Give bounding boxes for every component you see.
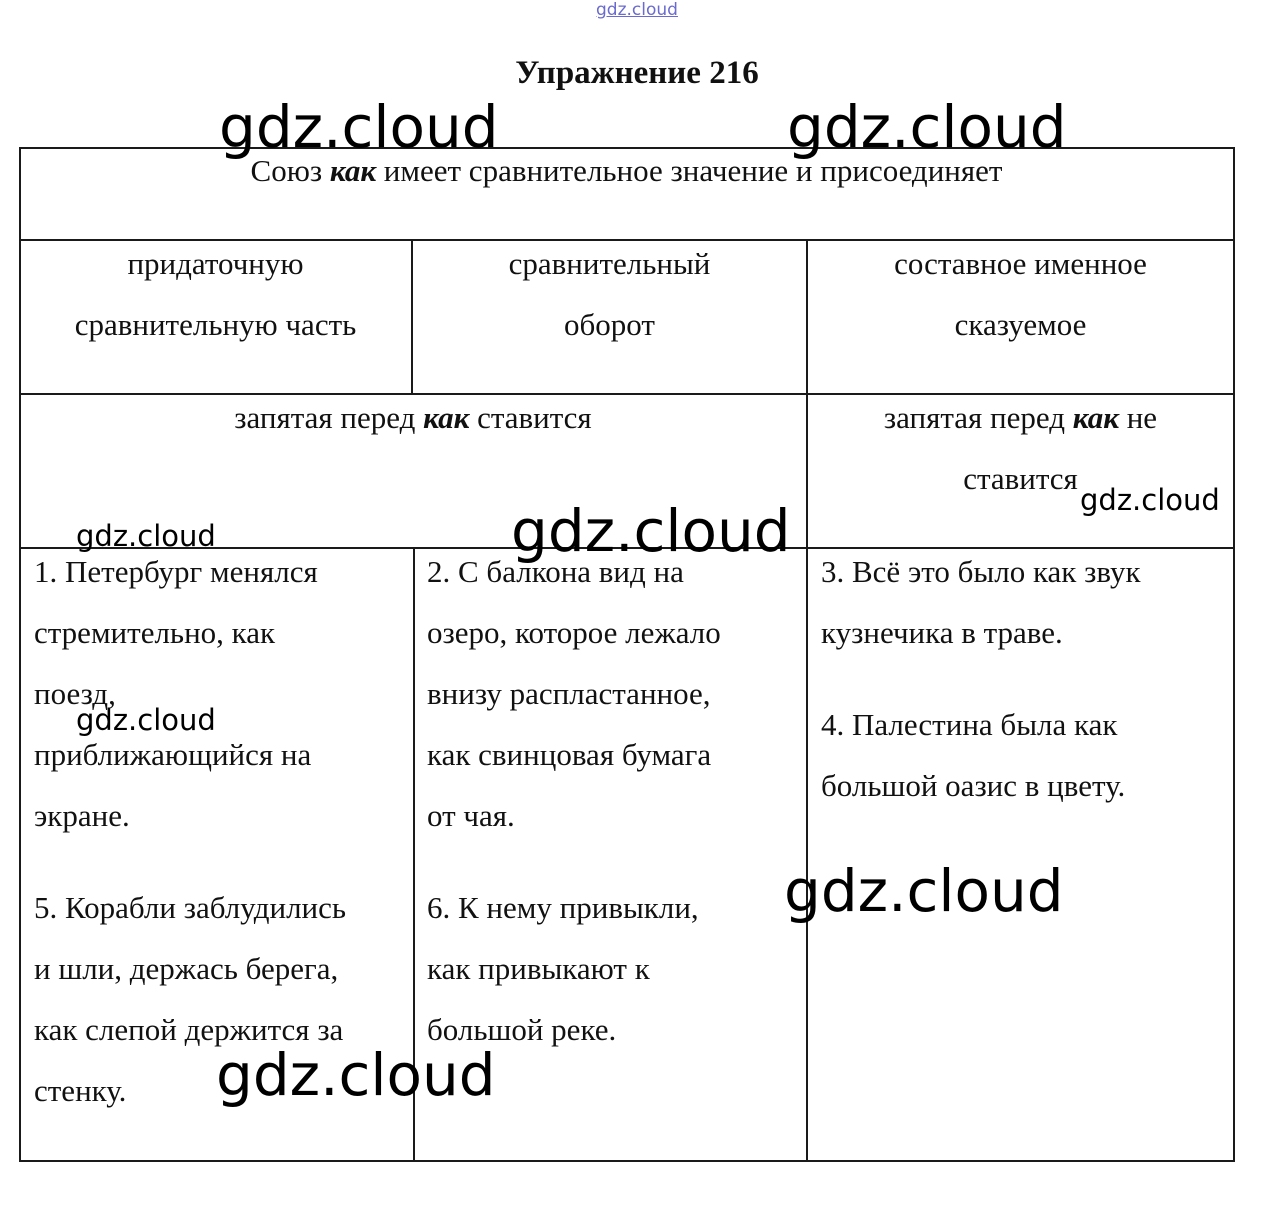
watermark: gdz.cloud (511, 497, 791, 565)
exercise-title: Упражнение 216 (515, 55, 759, 91)
watermark: gdz.cloud (76, 703, 216, 737)
rule-text-after: ставится (469, 400, 592, 435)
category-line: сравнительную часть (74, 307, 357, 342)
header-conjunction: как (329, 153, 377, 188)
rule-text-line2: ставится (963, 461, 1078, 496)
rule-text-after: не (1118, 400, 1158, 435)
category-line: сравнительный (508, 246, 711, 281)
watermark: gdz.cloud (216, 1041, 496, 1109)
watermark: gdz.cloud (787, 93, 1067, 161)
rule-conjunction: как (423, 400, 470, 435)
rule-conjunction: как (1072, 400, 1119, 435)
example-line: и шли, держась берега, (34, 951, 339, 986)
rule-text-before: запятая перед (883, 400, 1073, 435)
example-line: кузнечика в траве. (821, 615, 1063, 650)
example-line: 3. Всё это было как звук (821, 554, 1141, 589)
example-line: 1. Петербург менялся (34, 554, 318, 589)
example-line: как свинцовая бумага (427, 737, 712, 772)
example-line: от чая. (427, 798, 515, 833)
watermark: gdz.cloud (1080, 483, 1220, 517)
column-divider-2 (806, 239, 808, 1162)
example-line: внизу распластанное, (427, 676, 711, 711)
rule-text-before: запятая перед (234, 400, 424, 435)
example-line: приближающийся на (34, 737, 312, 772)
category-compound-predicate (808, 233, 1233, 355)
top-watermark-link[interactable]: gdz.cloud (596, 0, 678, 20)
category-line: сказуемое (954, 307, 1087, 342)
example-line: большой оазис в цвету. (821, 768, 1126, 803)
watermark: gdz.cloud (219, 93, 499, 161)
examples-column-3 (821, 541, 1141, 816)
category-subordinate-clause (20, 233, 411, 355)
example-line: стремительно, как (34, 615, 276, 650)
example-line: как привыкают к (427, 951, 650, 986)
example-line: стенку. (34, 1073, 127, 1108)
header-text-before: Союз (250, 153, 330, 188)
example-line: большой реке. (427, 1012, 617, 1047)
table-border-bottom (20, 1160, 1235, 1162)
example-line: озеро, которое лежало (427, 615, 721, 650)
watermark: gdz.cloud (784, 857, 1064, 925)
category-line: придаточную (127, 246, 304, 281)
examples-column-1 (34, 541, 346, 1121)
comma-rule-placed (20, 387, 806, 448)
example-line: как слепой держится за (34, 1012, 344, 1047)
example-line: 5. Корабли заблудились (34, 890, 347, 925)
table-border-right (1233, 147, 1235, 1162)
header-text-after: имеет сравнительное значение и присоединяет (376, 153, 1003, 188)
examples-column-2 (427, 541, 721, 1060)
category-line: оборот (564, 307, 655, 342)
example-line: поезд, (34, 676, 116, 711)
example-line: экране. (34, 798, 130, 833)
example-line: 6. К нему привыкли, (427, 890, 699, 925)
category-comparative-phrase (413, 233, 806, 355)
category-line: составное именное (894, 246, 1147, 281)
example-line: 2. С балкона вид на (427, 554, 684, 589)
watermark: gdz.cloud (76, 519, 216, 553)
example-line: 4. Палестина была как (821, 707, 1118, 742)
